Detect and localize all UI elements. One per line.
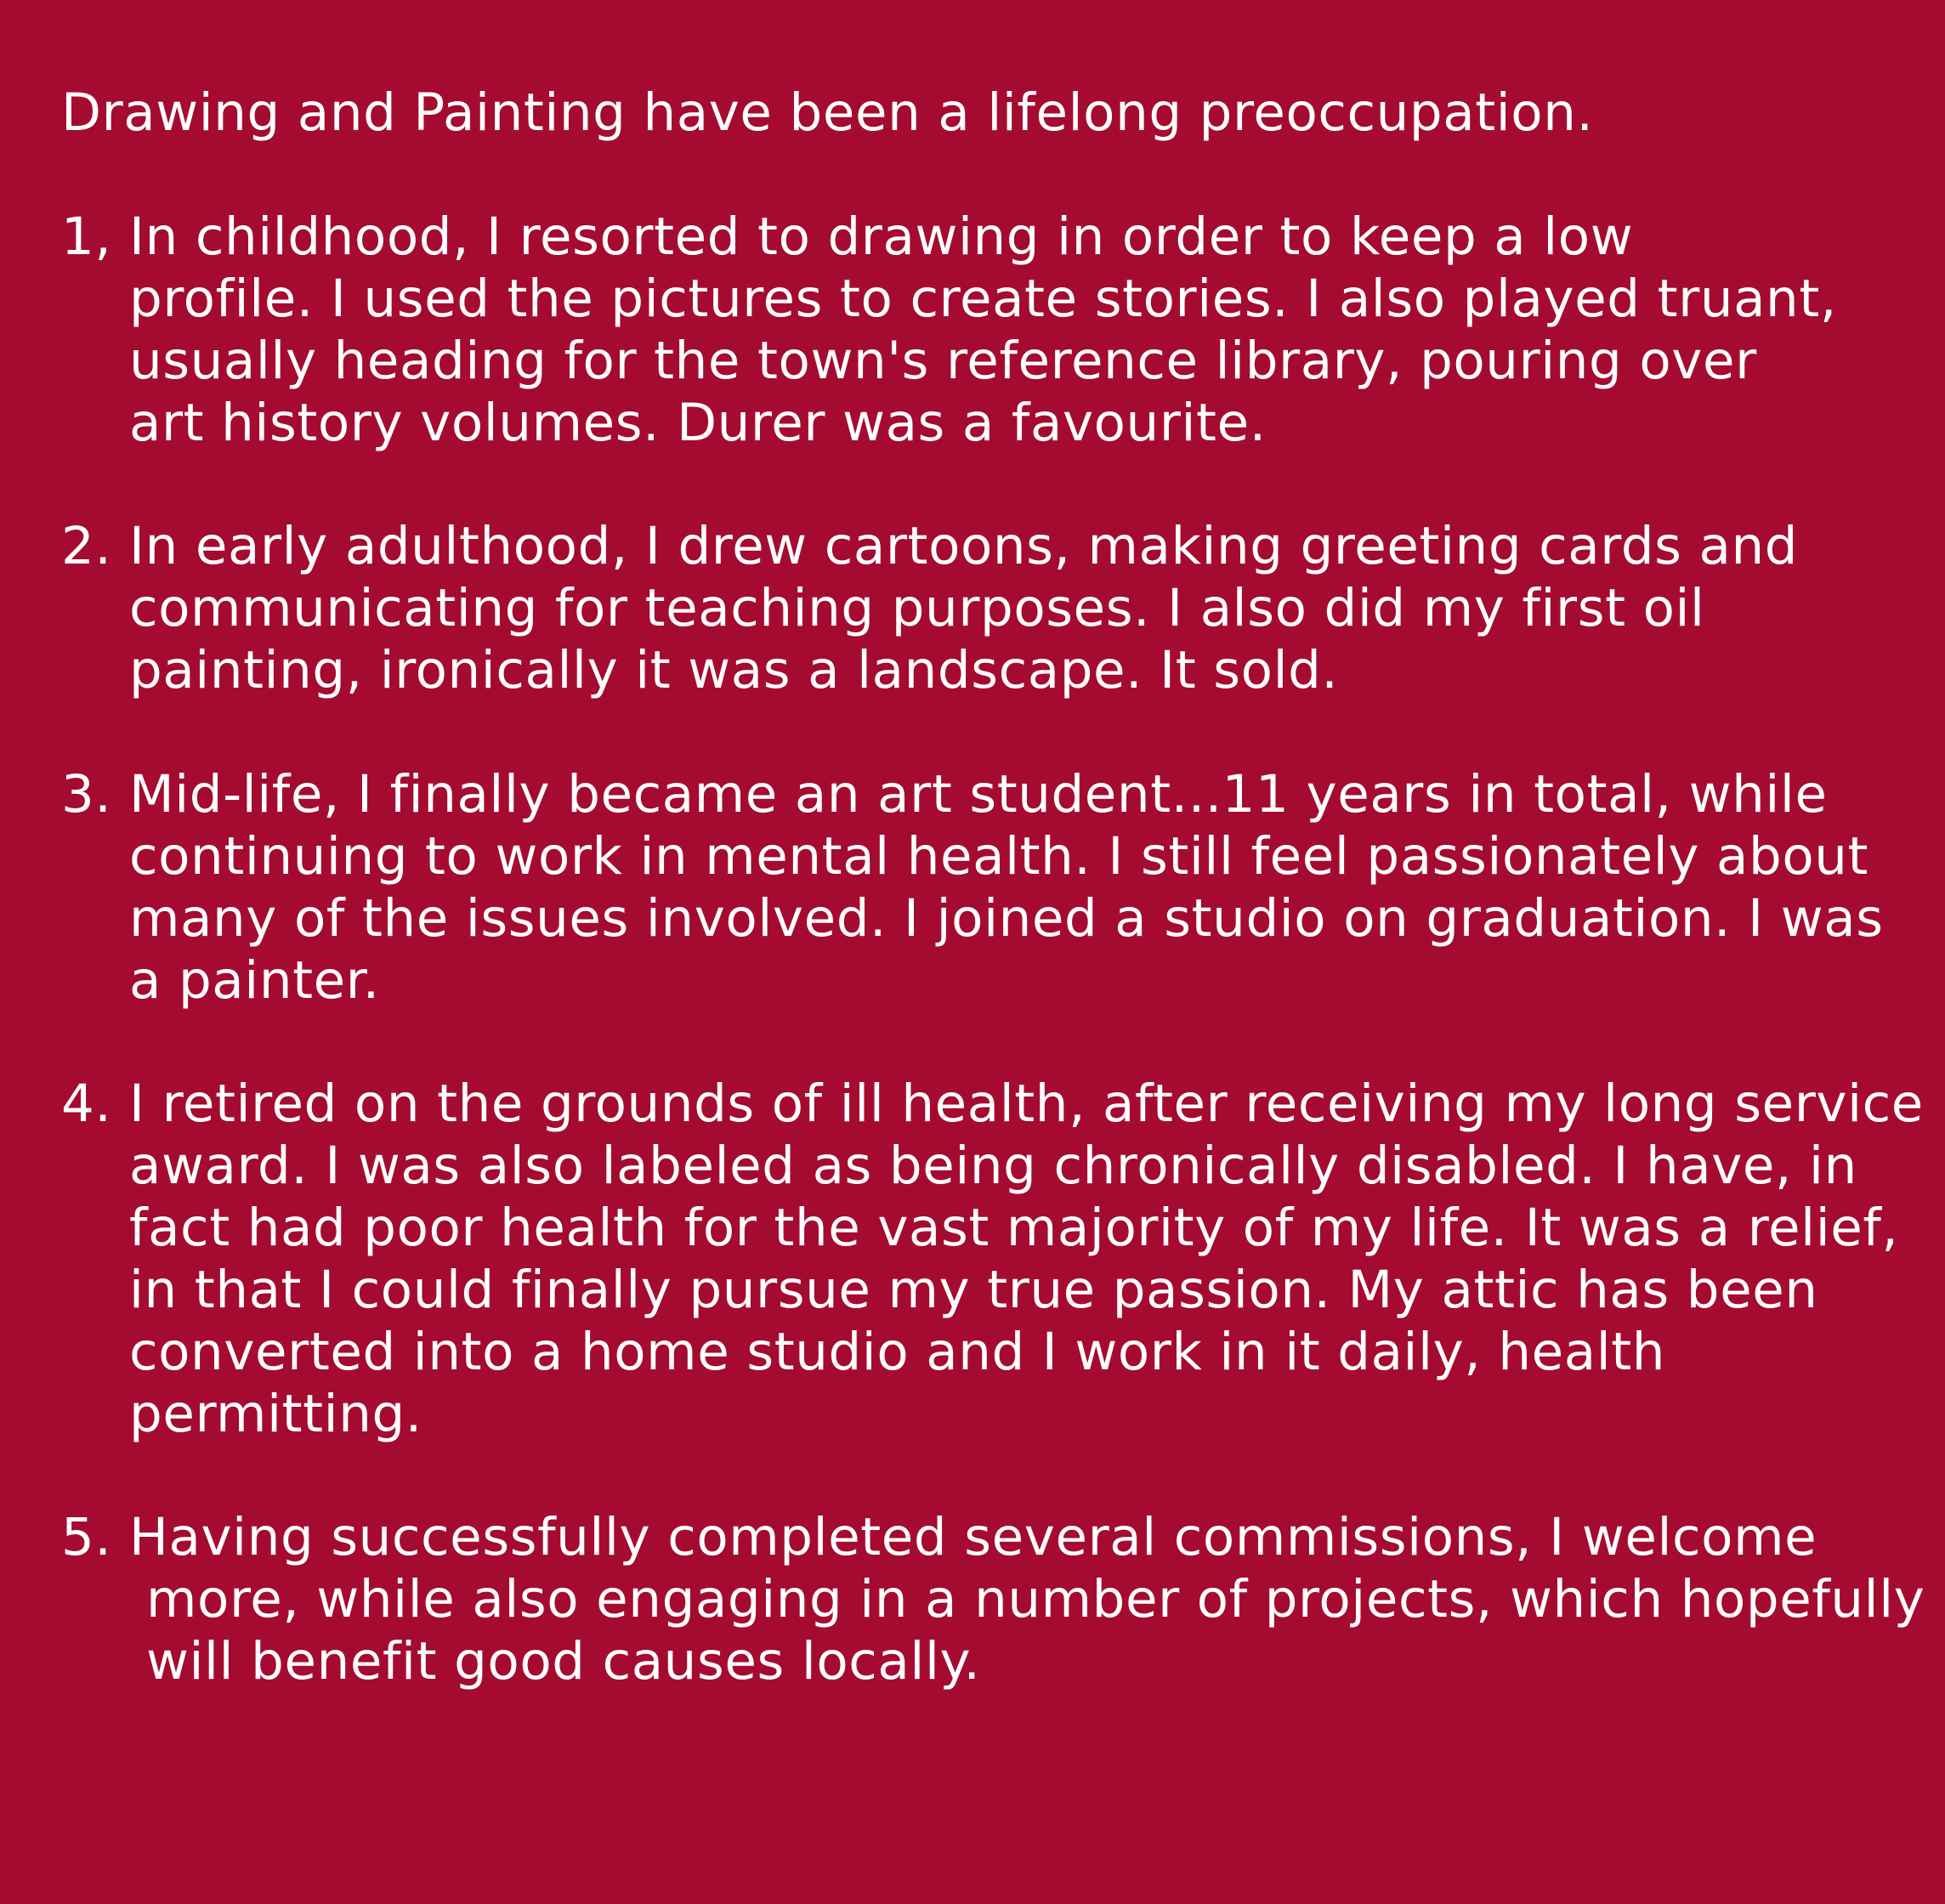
list-item-line: many of the issues involved. I joined a studio on graduation. I was <box>129 888 1884 949</box>
list-item-line: usually heading for the town's reference library, pouring over <box>129 331 1757 391</box>
list-item-line: a painter. <box>129 950 380 1011</box>
list-item-line: Having successfully completed several commissions, I welcome <box>129 1507 1817 1567</box>
list-item-line: painting, ironically it was a landscape. It sold. <box>129 640 1339 700</box>
intro-text: Drawing and Painting have been a lifelong preoccupation. <box>61 82 1594 143</box>
list-item-number: 1, <box>61 207 112 267</box>
list-item-number: 5. <box>61 1507 112 1567</box>
list-item-line: communicating for teaching purposes. I also did my first oil <box>129 578 1705 638</box>
list-item-line: in that I could finally pursue my true passion. My attic has been <box>129 1260 1818 1320</box>
list-item-line: more, while also engaging in a number of projects, which hopefully <box>146 1569 1925 1629</box>
list-item-line: art history volumes. Durer was a favourite. <box>129 393 1267 453</box>
list-item-line: In childhood, I resorted to drawing in order to keep a low <box>129 207 1634 267</box>
list-item-line: profile. I used the pictures to create stories. I also played truant, <box>129 269 1837 329</box>
list-item-number: 3. <box>61 764 112 824</box>
list-item-text <box>129 206 1837 454</box>
list-item-line: permitting. <box>129 1384 422 1444</box>
list-item-line: continuing to work in mental health. I still feel passionately about <box>129 826 1869 887</box>
list-item-line: converted into a home studio and I work in it daily, health <box>129 1322 1666 1382</box>
list-item-text <box>129 763 1884 1012</box>
list-item-line: will benefit good causes locally. <box>146 1631 981 1692</box>
list-item-text <box>129 1506 1925 1692</box>
list-item-text <box>129 515 1798 701</box>
list-item-line: fact had poor health for the vast majority of my life. It was a relief, <box>129 1198 1899 1258</box>
list-item-number: 2. <box>61 516 112 576</box>
list-item-line: Mid-life, I finally became an art student...11 years in total, while <box>129 764 1828 824</box>
list-item-line: I retired on the grounds of ill health, after receiving my long service <box>129 1074 1924 1134</box>
list-item-number: 4. <box>61 1074 112 1134</box>
list-item-line: award. I was also labeled as being chronically disabled. I have, in <box>129 1136 1857 1196</box>
list-item-text <box>129 1073 1924 1445</box>
list-item-line: In early adulthood, I drew cartoons, making greeting cards and <box>129 516 1799 576</box>
